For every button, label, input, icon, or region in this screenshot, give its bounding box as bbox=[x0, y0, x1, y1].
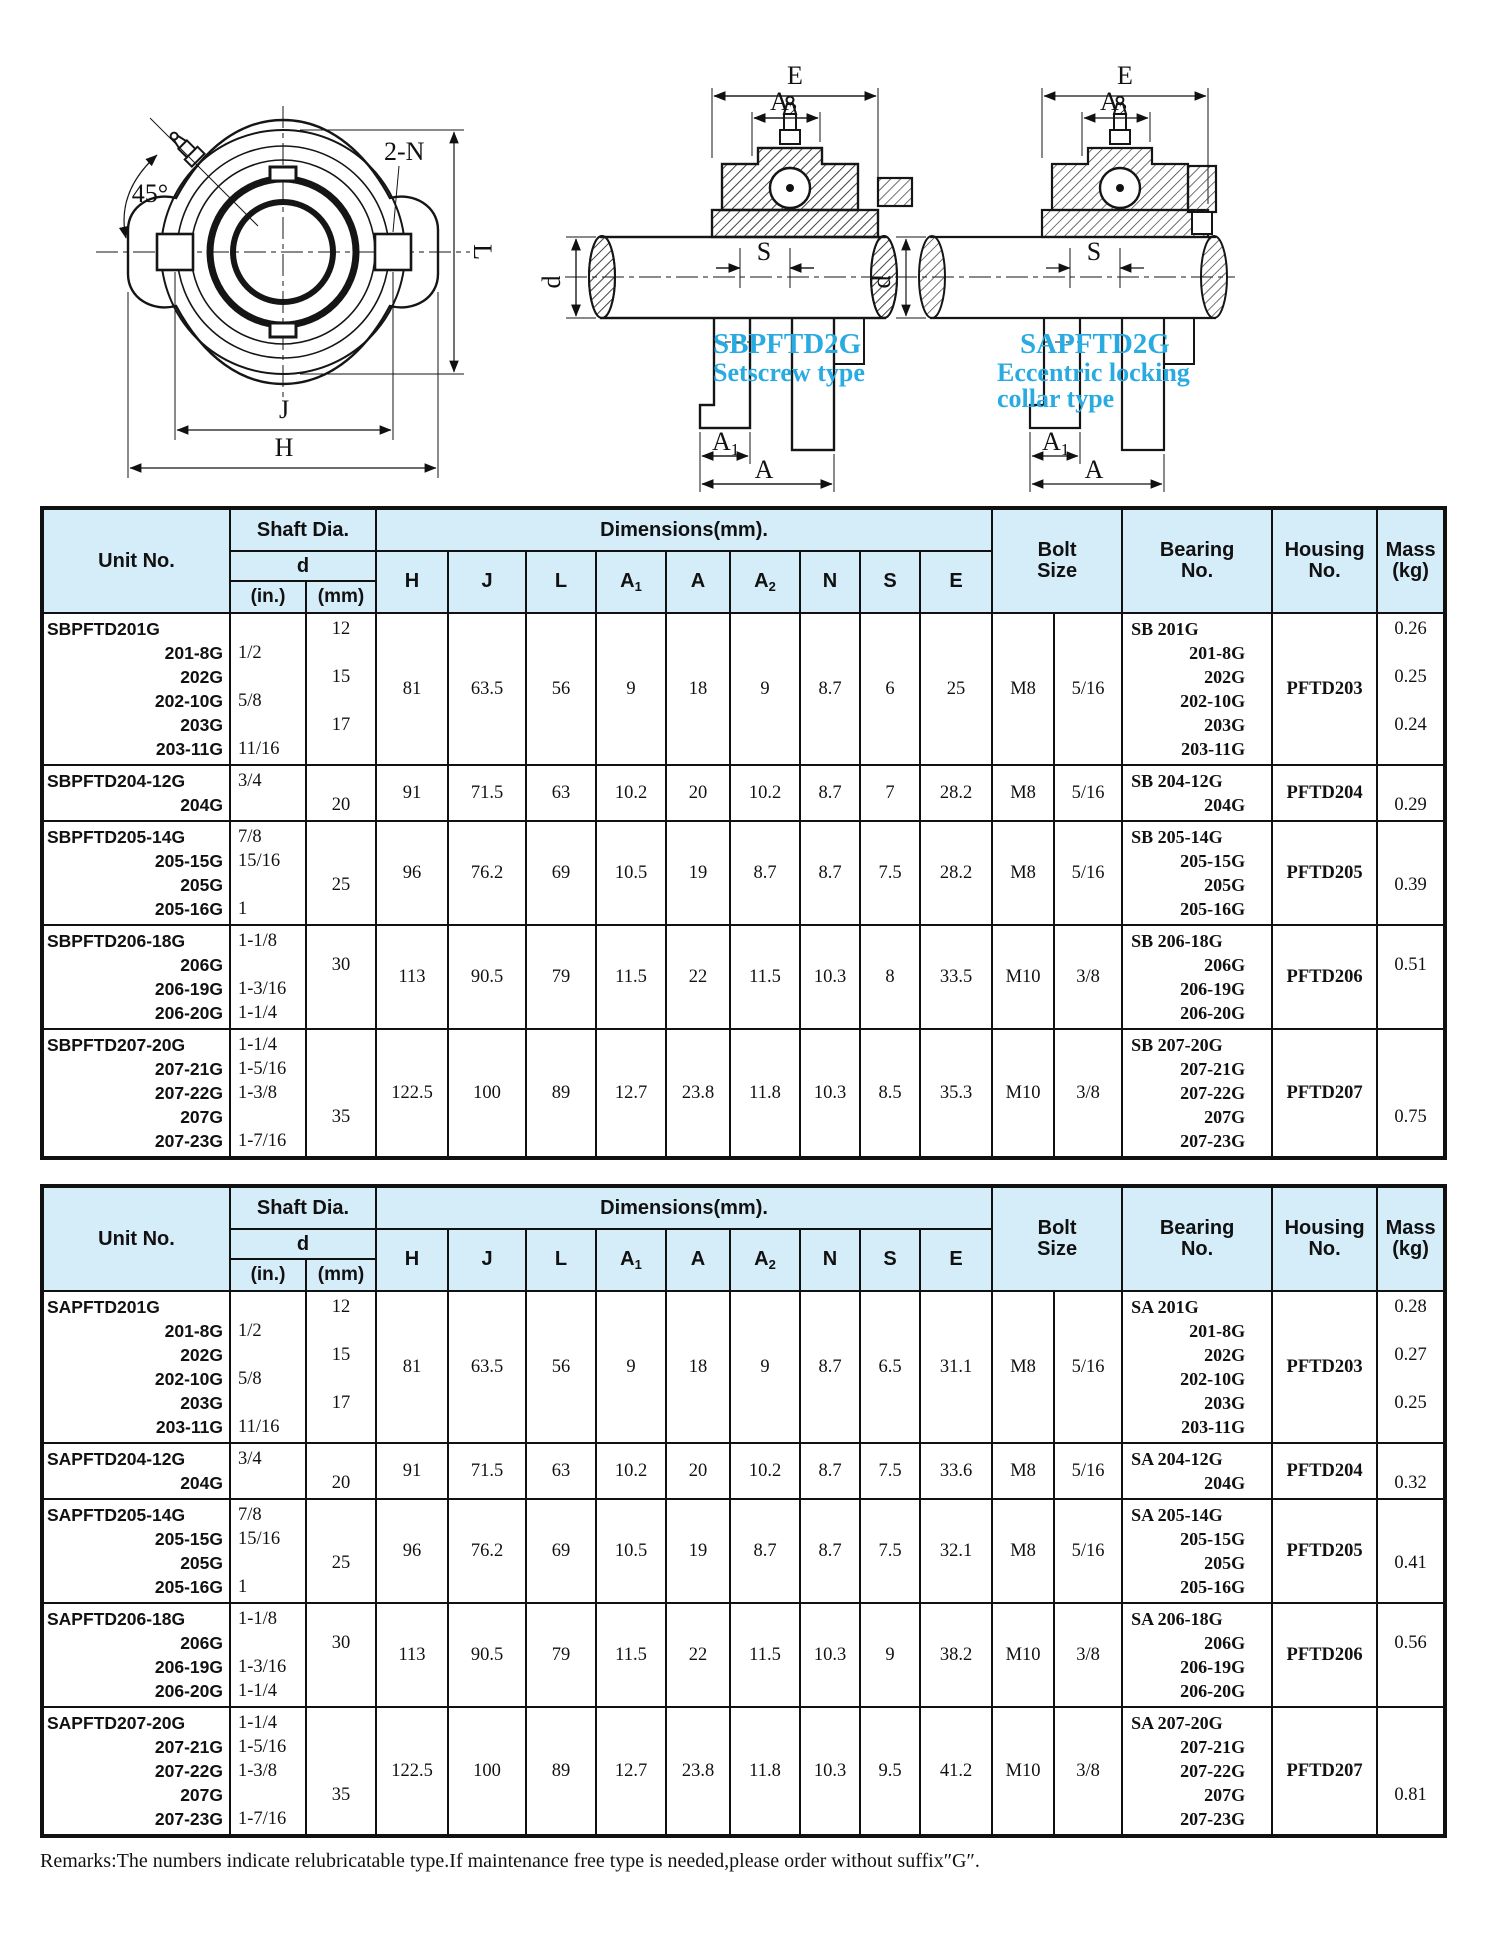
cell-dim-a1: 9 bbox=[596, 1291, 666, 1443]
cell-bolt-inch: 5/16 bbox=[1054, 1291, 1122, 1443]
remarks-text: Remarks:The numbers indicate relubricatable type.If maintenance free type is needed,please order without suffix″G″. bbox=[40, 1850, 980, 1872]
cell-dim-a: 20 bbox=[666, 1443, 730, 1499]
cell-bolt-inch: 3/8 bbox=[1054, 1029, 1122, 1158]
col-header-housing-no: Housing No. bbox=[1272, 508, 1377, 613]
col-header-j: J bbox=[448, 551, 526, 613]
cell-dim-a2: 11.8 bbox=[730, 1029, 800, 1158]
cell-shaft-dia-in: 1-1/4 1-5/16 1-3/8 1-7/16 bbox=[230, 1707, 306, 1836]
cell-dim-s: 6 bbox=[860, 613, 920, 765]
col-header-s: S bbox=[860, 1229, 920, 1291]
cell-housing-no: PFTD203 bbox=[1272, 613, 1377, 765]
cell-housing-no: PFTD206 bbox=[1272, 1603, 1377, 1707]
col-header-n: N bbox=[800, 551, 860, 613]
cell-dim-a1: 12.7 bbox=[596, 1707, 666, 1836]
collar-screw bbox=[1192, 212, 1212, 234]
cell-bearing-no: SA 207-20G 207-21G 207-22G 207G 207-23G bbox=[1122, 1707, 1272, 1836]
cell-dim-j: 100 bbox=[448, 1707, 526, 1836]
cell-unit-no: SAPFTD207-20G 207-21G 207-22G 207G 207-23G bbox=[42, 1707, 230, 1836]
cell-dim-e: 33.6 bbox=[920, 1443, 992, 1499]
cell-dim-j: 90.5 bbox=[448, 925, 526, 1029]
spec-row bbox=[42, 1291, 1445, 1443]
col-header-mass: Mass (kg) bbox=[1377, 508, 1445, 613]
col-header-shaft-dia: Shaft Dia. bbox=[230, 508, 376, 551]
cell-bolt-inch: 5/16 bbox=[1054, 821, 1122, 925]
cell-dim-n: 10.3 bbox=[800, 1707, 860, 1836]
cell-dim-h: 91 bbox=[376, 765, 448, 821]
cell-dim-a1: 10.5 bbox=[596, 1499, 666, 1603]
dim-e-label: E bbox=[1117, 61, 1133, 90]
cell-shaft-dia-mm: 30 bbox=[306, 925, 376, 1029]
col-header-l: L bbox=[526, 551, 596, 613]
cell-bolt-inch: 5/16 bbox=[1054, 1499, 1122, 1603]
col-header-mass: Mass (kg) bbox=[1377, 1186, 1445, 1291]
cell-unit-no: SAPFTD204-12G 204G bbox=[42, 1443, 230, 1499]
cell-bearing-no: SA 204-12G 204G bbox=[1122, 1443, 1272, 1499]
cell-bearing-no: SA 201G 201-8G 202G 202-10G 203G 203-11G bbox=[1122, 1291, 1272, 1443]
cell-dim-l: 69 bbox=[526, 1499, 596, 1603]
cell-dim-a2: 10.2 bbox=[730, 765, 800, 821]
col-header-a: A bbox=[666, 1229, 730, 1291]
sbpftd-subtitle: Setscrew type bbox=[713, 358, 865, 387]
spec-row bbox=[42, 925, 1445, 1029]
cell-shaft-dia-mm: 12 15 17 bbox=[306, 1291, 376, 1443]
col-header-dimensions: Dimensions(mm). bbox=[376, 508, 992, 551]
sbpftd-title: SBPFTD2G bbox=[713, 328, 862, 360]
spec-row bbox=[42, 1443, 1445, 1499]
cell-dim-a1: 9 bbox=[596, 613, 666, 765]
col-header-bolt-size: Bolt Size bbox=[992, 1186, 1122, 1291]
cell-dim-l: 56 bbox=[526, 1291, 596, 1443]
table-body bbox=[42, 613, 1445, 1158]
cell-dim-s: 7.5 bbox=[860, 1499, 920, 1603]
cell-shaft-dia-in: 3/4 bbox=[230, 1443, 306, 1499]
cell-dim-a: 20 bbox=[666, 765, 730, 821]
cell-dim-l: 89 bbox=[526, 1029, 596, 1158]
cell-bolt-metric: M8 bbox=[992, 821, 1054, 925]
cell-unit-no: SAPFTD205-14G 205-15G 205G 205-16G bbox=[42, 1499, 230, 1603]
cell-dim-n: 8.7 bbox=[800, 821, 860, 925]
dim-j-label: J bbox=[278, 395, 290, 424]
col-header-mm: (mm) bbox=[306, 1259, 376, 1291]
cell-dim-l: 56 bbox=[526, 613, 596, 765]
cell-bearing-no: SB 205-14G 205-15G 205G 205-16G bbox=[1122, 821, 1272, 925]
cell-shaft-dia-in: 1/2 5/8 11/16 bbox=[230, 1291, 306, 1443]
dim-h-label: H bbox=[274, 433, 294, 462]
cell-unit-no: SBPFTD207-20G 207-21G 207-22G 207G 207-23G bbox=[42, 1029, 230, 1158]
cell-dim-j: 71.5 bbox=[448, 765, 526, 821]
cell-dim-e: 35.3 bbox=[920, 1029, 992, 1158]
cell-dim-a2: 11.8 bbox=[730, 1707, 800, 1836]
cell-mass: 0.39 bbox=[1377, 821, 1445, 925]
cell-dim-s: 7 bbox=[860, 765, 920, 821]
spec-row bbox=[42, 765, 1445, 821]
cell-dim-e: 41.2 bbox=[920, 1707, 992, 1836]
cell-dim-e: 38.2 bbox=[920, 1603, 992, 1707]
cell-bolt-inch: 5/16 bbox=[1054, 613, 1122, 765]
cell-dim-n: 10.3 bbox=[800, 1603, 860, 1707]
cell-dim-n: 8.7 bbox=[800, 1499, 860, 1603]
cell-bolt-metric: M8 bbox=[992, 765, 1054, 821]
col-header-n: N bbox=[800, 1229, 860, 1291]
cell-bearing-no: SB 206-18G 206G 206-19G 206-20G bbox=[1122, 925, 1272, 1029]
cell-dim-l: 63 bbox=[526, 765, 596, 821]
cell-dim-a: 18 bbox=[666, 1291, 730, 1443]
cell-dim-e: 28.2 bbox=[920, 821, 992, 925]
table-header bbox=[42, 1186, 1445, 1291]
cell-unit-no: SBPFTD205-14G 205-15G 205G 205-16G bbox=[42, 821, 230, 925]
cell-dim-a: 23.8 bbox=[666, 1029, 730, 1158]
sbpftd-section-drawing bbox=[565, 88, 912, 492]
cell-dim-a1: 10.2 bbox=[596, 1443, 666, 1499]
cell-unit-no: SBPFTD201G 201-8G 202G 202-10G 203G 203-11G bbox=[42, 613, 230, 765]
cell-dim-j: 100 bbox=[448, 1029, 526, 1158]
cell-bolt-inch: 3/8 bbox=[1054, 1603, 1122, 1707]
cell-housing-no: PFTD204 bbox=[1272, 1443, 1377, 1499]
cell-dim-a: 19 bbox=[666, 821, 730, 925]
cell-shaft-dia-in: 1-1/8 1-3/16 1-1/4 bbox=[230, 925, 306, 1029]
cell-mass: 0.75 bbox=[1377, 1029, 1445, 1158]
cell-housing-no: PFTD205 bbox=[1272, 821, 1377, 925]
cell-shaft-dia-mm: 35 bbox=[306, 1029, 376, 1158]
cell-dim-e: 33.5 bbox=[920, 925, 992, 1029]
cell-dim-n: 8.7 bbox=[800, 1291, 860, 1443]
cell-dim-h: 96 bbox=[376, 821, 448, 925]
col-header-a2: $A_2$ bbox=[730, 1229, 800, 1291]
cell-dim-a2: 11.5 bbox=[730, 1603, 800, 1707]
dim-d-label: d bbox=[867, 275, 896, 289]
spec-row bbox=[42, 613, 1445, 765]
col-header-bearing-no: Bearing No. bbox=[1122, 508, 1272, 613]
table-header bbox=[42, 508, 1445, 613]
cell-dim-s: 6.5 bbox=[860, 1291, 920, 1443]
dim-s-label: S bbox=[1086, 237, 1102, 266]
cell-housing-no: PFTD207 bbox=[1272, 1707, 1377, 1836]
cell-shaft-dia-mm: 20 bbox=[306, 765, 376, 821]
cell-bolt-metric: M10 bbox=[992, 925, 1054, 1029]
cell-shaft-dia-in: 3/4 bbox=[230, 765, 306, 821]
cell-bolt-inch: 5/16 bbox=[1054, 765, 1122, 821]
col-header-j: J bbox=[448, 1229, 526, 1291]
cell-housing-no: PFTD205 bbox=[1272, 1499, 1377, 1603]
cell-mass: 0.56 bbox=[1377, 1603, 1445, 1707]
col-header-unit-no: Unit No. bbox=[42, 508, 230, 613]
col-header-a1: $A_1$ bbox=[596, 551, 666, 613]
cell-dim-l: 69 bbox=[526, 821, 596, 925]
cell-dim-a1: 11.5 bbox=[596, 925, 666, 1029]
sapftd-spec-table bbox=[40, 1184, 1447, 1838]
cell-housing-no: PFTD204 bbox=[1272, 765, 1377, 821]
cell-dim-h: 81 bbox=[376, 613, 448, 765]
cell-shaft-dia-mm: 25 bbox=[306, 821, 376, 925]
dim-a1-label: A1 bbox=[1042, 427, 1070, 459]
sapftd-title: SAPFTD2G bbox=[1020, 328, 1170, 360]
cell-dim-h: 113 bbox=[376, 1603, 448, 1707]
cell-dim-s: 8 bbox=[860, 925, 920, 1029]
spec-row bbox=[42, 1603, 1445, 1707]
setscrew-nut bbox=[878, 178, 912, 206]
cell-dim-h: 122.5 bbox=[376, 1029, 448, 1158]
cell-dim-a1: 10.5 bbox=[596, 821, 666, 925]
sbpftd-spec-table bbox=[40, 506, 1447, 1160]
col-header-l: L bbox=[526, 1229, 596, 1291]
cell-bolt-inch: 5/16 bbox=[1054, 1443, 1122, 1499]
cell-unit-no: SAPFTD201G 201-8G 202G 202-10G 203G 203-11G bbox=[42, 1291, 230, 1443]
cell-mass: 0.81 bbox=[1377, 1707, 1445, 1836]
cell-dim-j: 90.5 bbox=[448, 1603, 526, 1707]
sapftd-subtitle-2: collar type bbox=[997, 384, 1115, 413]
cell-dim-j: 71.5 bbox=[448, 1443, 526, 1499]
cell-dim-s: 9 bbox=[860, 1603, 920, 1707]
col-header-h: H bbox=[376, 1229, 448, 1291]
dim-l-label: L bbox=[468, 244, 497, 260]
cell-dim-a2: 9 bbox=[730, 613, 800, 765]
cell-shaft-dia-mm: 30 bbox=[306, 1603, 376, 1707]
cell-unit-no: SBPFTD204-12G 204G bbox=[42, 765, 230, 821]
cell-shaft-dia-in: 7/8 15/16 1 bbox=[230, 1499, 306, 1603]
cell-dim-j: 63.5 bbox=[448, 1291, 526, 1443]
cell-bearing-no: SB 207-20G 207-21G 207-22G 207G 207-23G bbox=[1122, 1029, 1272, 1158]
cell-mass: 0.51 bbox=[1377, 925, 1445, 1029]
cell-dim-e: 28.2 bbox=[920, 765, 992, 821]
col-header-s: S bbox=[860, 551, 920, 613]
dim-e-label: E bbox=[787, 61, 803, 90]
cell-bolt-metric: M8 bbox=[992, 613, 1054, 765]
col-header-in: (in.) bbox=[230, 1259, 306, 1291]
cell-dim-a: 23.8 bbox=[666, 1707, 730, 1836]
cell-bolt-metric: M8 bbox=[992, 1443, 1054, 1499]
col-header-a1: $A_1$ bbox=[596, 1229, 666, 1291]
cell-shaft-dia-in: 1-1/8 1-3/16 1-1/4 bbox=[230, 1603, 306, 1707]
cell-dim-s: 7.5 bbox=[860, 1443, 920, 1499]
dim-s-label: S bbox=[756, 237, 772, 266]
sapftd-subtitle-1: Eccentric locking bbox=[997, 358, 1190, 387]
cell-mass: 0.29 bbox=[1377, 765, 1445, 821]
cell-bolt-inch: 3/8 bbox=[1054, 925, 1122, 1029]
col-header-d: d bbox=[230, 1229, 376, 1259]
spec-row bbox=[42, 1029, 1445, 1158]
cell-mass: 0.32 bbox=[1377, 1443, 1445, 1499]
col-header-a2: $A_2$ bbox=[730, 551, 800, 613]
cell-bolt-metric: M10 bbox=[992, 1029, 1054, 1158]
bolt-count-label: 2-N bbox=[384, 137, 425, 166]
cell-dim-n: 8.7 bbox=[800, 1443, 860, 1499]
cell-dim-e: 25 bbox=[920, 613, 992, 765]
cell-bearing-no: SA 205-14G 205-15G 205G 205-16G bbox=[1122, 1499, 1272, 1603]
cell-bolt-inch: 3/8 bbox=[1054, 1707, 1122, 1836]
cell-dim-l: 89 bbox=[526, 1707, 596, 1836]
cell-bolt-metric: M8 bbox=[992, 1499, 1054, 1603]
cell-shaft-dia-mm: 12 15 17 bbox=[306, 613, 376, 765]
cell-shaft-dia-in: 1-1/4 1-5/16 1-3/8 1-7/16 bbox=[230, 1029, 306, 1158]
cell-dim-h: 96 bbox=[376, 1499, 448, 1603]
dim-a-label: A bbox=[1084, 455, 1104, 484]
cell-dim-a1: 10.2 bbox=[596, 765, 666, 821]
cell-housing-no: PFTD203 bbox=[1272, 1291, 1377, 1443]
col-header-h: H bbox=[376, 551, 448, 613]
cell-dim-s: 7.5 bbox=[860, 821, 920, 925]
cell-dim-a: 22 bbox=[666, 1603, 730, 1707]
cell-dim-s: 8.5 bbox=[860, 1029, 920, 1158]
table-body bbox=[42, 1291, 1445, 1836]
cell-dim-a: 19 bbox=[666, 1499, 730, 1603]
cell-dim-h: 91 bbox=[376, 1443, 448, 1499]
cell-dim-a2: 8.7 bbox=[730, 1499, 800, 1603]
grease-fitting-icon bbox=[165, 127, 204, 166]
cell-dim-h: 113 bbox=[376, 925, 448, 1029]
col-header-bearing-no: Bearing No. bbox=[1122, 1186, 1272, 1291]
cell-dim-h: 81 bbox=[376, 1291, 448, 1443]
cell-dim-a: 22 bbox=[666, 925, 730, 1029]
col-header-unit-no: Unit No. bbox=[42, 1186, 230, 1291]
cell-dim-l: 79 bbox=[526, 925, 596, 1029]
cell-unit-no: SAPFTD206-18G 206G 206-19G 206-20G bbox=[42, 1603, 230, 1707]
dim-a-label: A bbox=[754, 455, 774, 484]
cell-dim-e: 32.1 bbox=[920, 1499, 992, 1603]
col-header-d: d bbox=[230, 551, 376, 581]
spec-row bbox=[42, 1499, 1445, 1603]
col-header-bolt-size: Bolt Size bbox=[992, 508, 1122, 613]
cell-bolt-metric: M10 bbox=[992, 1603, 1054, 1707]
cell-dim-e: 31.1 bbox=[920, 1291, 992, 1443]
cell-bearing-no: SB 201G 201-8G 202G 202-10G 203G 203-11G bbox=[1122, 613, 1272, 765]
cell-dim-s: 9.5 bbox=[860, 1707, 920, 1836]
cell-mass: 0.26 0.25 0.24 bbox=[1377, 613, 1445, 765]
cell-shaft-dia-in: 1/2 5/8 11/16 bbox=[230, 613, 306, 765]
dim-a2-label: A2 bbox=[1100, 87, 1128, 119]
eccentric-collar bbox=[1188, 166, 1216, 212]
col-header-a: A bbox=[666, 551, 730, 613]
cell-dim-l: 79 bbox=[526, 1603, 596, 1707]
col-header-e: E bbox=[920, 551, 992, 613]
cell-dim-a2: 9 bbox=[730, 1291, 800, 1443]
cell-dim-a: 18 bbox=[666, 613, 730, 765]
cell-dim-j: 76.2 bbox=[448, 1499, 526, 1603]
cell-dim-a1: 12.7 bbox=[596, 1029, 666, 1158]
cell-shaft-dia-in: 7/8 15/16 1 bbox=[230, 821, 306, 925]
cell-shaft-dia-mm: 20 bbox=[306, 1443, 376, 1499]
cell-mass: 0.28 0.27 0.25 bbox=[1377, 1291, 1445, 1443]
dim-a1-label: A1 bbox=[712, 427, 740, 459]
col-header-shaft-dia: Shaft Dia. bbox=[230, 1186, 376, 1229]
cell-bearing-no: SB 204-12G 204G bbox=[1122, 765, 1272, 821]
col-header-housing-no: Housing No. bbox=[1272, 1186, 1377, 1291]
cell-dim-a1: 11.5 bbox=[596, 1603, 666, 1707]
cell-dim-n: 10.3 bbox=[800, 925, 860, 1029]
cell-mass: 0.41 bbox=[1377, 1499, 1445, 1603]
cell-dim-j: 63.5 bbox=[448, 613, 526, 765]
cell-dim-n: 8.7 bbox=[800, 765, 860, 821]
cell-shaft-dia-mm: 25 bbox=[306, 1499, 376, 1603]
dim-d-label: d bbox=[537, 275, 566, 289]
cell-shaft-dia-mm: 35 bbox=[306, 1707, 376, 1836]
col-header-dimensions: Dimensions(mm). bbox=[376, 1186, 992, 1229]
cell-dim-j: 76.2 bbox=[448, 821, 526, 925]
technical-drawings bbox=[0, 0, 1497, 500]
cell-bearing-no: SA 206-18G 206G 206-19G 206-20G bbox=[1122, 1603, 1272, 1707]
spec-row bbox=[42, 821, 1445, 925]
cell-dim-a2: 11.5 bbox=[730, 925, 800, 1029]
cell-dim-h: 122.5 bbox=[376, 1707, 448, 1836]
cell-dim-l: 63 bbox=[526, 1443, 596, 1499]
dim-a2-label: A2 bbox=[770, 87, 798, 119]
cell-dim-n: 10.3 bbox=[800, 1029, 860, 1158]
cell-dim-n: 8.7 bbox=[800, 613, 860, 765]
cell-housing-no: PFTD207 bbox=[1272, 1029, 1377, 1158]
cell-bolt-metric: M10 bbox=[992, 1707, 1054, 1836]
cell-bolt-metric: M8 bbox=[992, 1291, 1054, 1443]
angle-label: 45° bbox=[131, 179, 169, 208]
col-header-mm: (mm) bbox=[306, 581, 376, 613]
spec-row bbox=[42, 1707, 1445, 1836]
sapftd-section-drawing bbox=[895, 88, 1235, 492]
col-header-in: (in.) bbox=[230, 581, 306, 613]
col-header-e: E bbox=[920, 1229, 992, 1291]
cell-dim-a2: 8.7 bbox=[730, 821, 800, 925]
cell-unit-no: SBPFTD206-18G 206G 206-19G 206-20G bbox=[42, 925, 230, 1029]
cell-housing-no: PFTD206 bbox=[1272, 925, 1377, 1029]
cell-dim-a2: 10.2 bbox=[730, 1443, 800, 1499]
